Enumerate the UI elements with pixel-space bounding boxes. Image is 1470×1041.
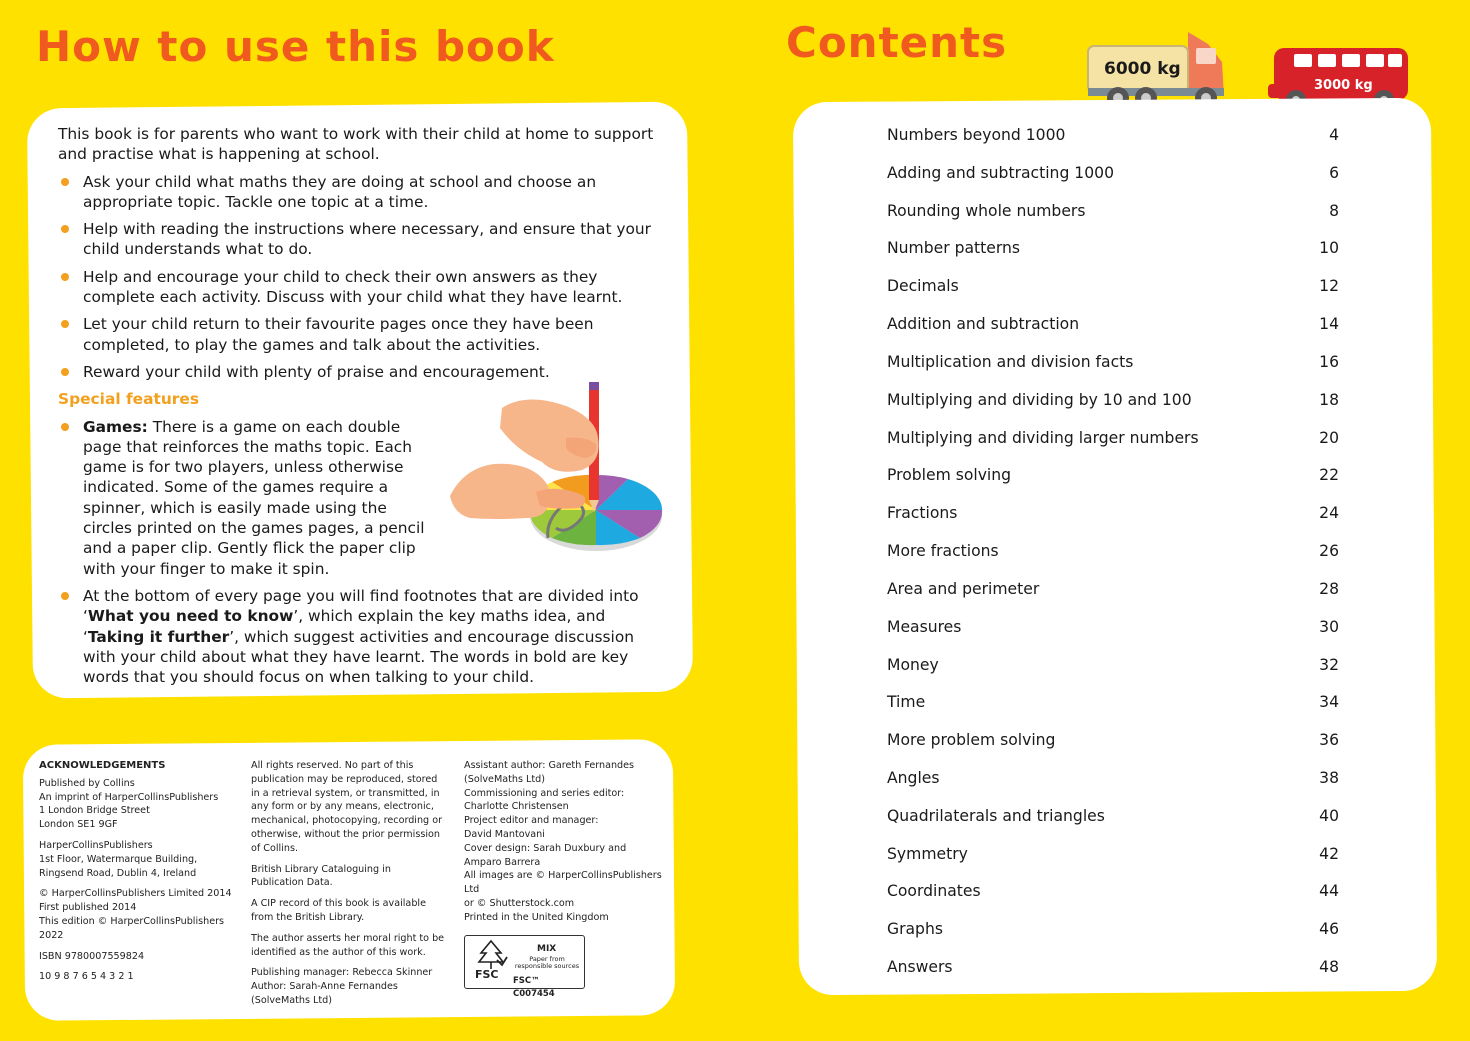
contents-title: Money (887, 655, 939, 674)
contents-row[interactable] (887, 192, 1339, 230)
contents-title: Graphs (887, 920, 943, 939)
contents-row[interactable] (887, 721, 1339, 759)
spinner-hands-illustration (446, 378, 668, 554)
contents-row[interactable] (887, 948, 1339, 986)
contents-row[interactable] (887, 456, 1339, 494)
contents-title: Decimals (887, 277, 959, 296)
contents-title: More problem solving (887, 731, 1056, 750)
list-item (58, 219, 658, 260)
contents-page-number: 4 (1329, 125, 1339, 144)
intro-paragraph: This book is for parents who want to work with their child at home to support and practise what is happening at school. (58, 125, 654, 164)
contents-page-number: 32 (1319, 655, 1339, 674)
contents-title: Numbers beyond 1000 (887, 125, 1066, 144)
contents-row[interactable] (887, 154, 1339, 192)
fsc-badge (464, 935, 585, 1000)
credits-block (464, 759, 669, 925)
special-features-heading: Special features (58, 390, 199, 409)
bus-label: 3000 kg (1314, 78, 1373, 93)
page-title-how-to-use: How to use this book (36, 22, 555, 71)
fsc-subtitle: Paper from responsible sources (514, 954, 580, 970)
contents-page-number: 44 (1319, 882, 1339, 901)
contents-title: Quadrilaterals and triangles (887, 806, 1105, 825)
contents-page-number: 30 (1319, 617, 1339, 636)
address-block (39, 839, 239, 880)
ack-line: HarperCollinsPublishers (39, 839, 153, 851)
contents-row[interactable] (887, 229, 1339, 267)
list-item (58, 314, 658, 355)
contents-row[interactable] (887, 646, 1339, 684)
contents-row[interactable] (887, 305, 1339, 343)
contents-title: Fractions (887, 504, 958, 523)
ack-line: Printed in the United Kingdom (464, 911, 609, 923)
contents-row[interactable] (887, 759, 1339, 797)
contents-page-number: 40 (1319, 806, 1339, 825)
contents-row[interactable] (887, 116, 1339, 154)
contents-title: Area and perimeter (887, 579, 1040, 598)
ack-line: This edition © HarperCollinsPublishers 2022 (39, 915, 225, 941)
contents-row[interactable] (887, 494, 1339, 532)
contents-row[interactable] (887, 419, 1339, 457)
footnote-text: ’, which explain the key maths idea, and ‘ (83, 607, 606, 646)
ack-line: Publishing manager: Rebecca Skinner (251, 967, 433, 979)
ack-line: (SolveMaths Ltd) (251, 994, 332, 1006)
list-item (58, 267, 658, 308)
tip-text: Help with reading the instructions where necessary, and ensure that your child understands what to do. (83, 220, 651, 259)
contents-page-number: 24 (1319, 504, 1339, 523)
fsc-logo-label: FSC (475, 967, 499, 981)
bullet-dot-icon (61, 225, 69, 233)
list-item (58, 172, 658, 213)
contents-page-number: 46 (1319, 920, 1339, 939)
contents-row[interactable] (887, 873, 1339, 911)
contents-title: Addition and subtraction (887, 315, 1080, 334)
tip-text: Let your child return to their favourite pages once they have been completed, to play the games and talk about the activities. (83, 315, 594, 354)
contents-row[interactable] (887, 381, 1339, 419)
ack-line: 1st Floor, Watermarque Building, (39, 853, 198, 865)
tip-text: Help and encourage your child to check their own answers as they complete each activity. Discuss with your child what they have learnt. (83, 267, 623, 307)
acknowledgements-column (251, 759, 446, 1015)
bullet-dot-icon (61, 423, 69, 431)
contents-page-number: 38 (1319, 768, 1339, 787)
footnote-text: ’, which suggest activities and encourage discussion with your child about what they have learnt. The words in bold are key words that you should focus on when talking to your child. (83, 627, 634, 687)
ack-line: 1 London Bridge Street (39, 805, 150, 817)
list-item (58, 417, 428, 579)
bullet-dot-icon (61, 273, 69, 281)
contents-title: Number patterns (887, 239, 1021, 258)
contents-row[interactable] (887, 608, 1339, 646)
contents-title: Coordinates (887, 882, 981, 901)
publisher-block (39, 777, 239, 832)
isbn: ISBN 9780007559824 (39, 950, 145, 962)
contents-title: Symmetry (887, 844, 968, 863)
ack-line: Cover design: Sarah Duxbury and (464, 842, 627, 854)
contents-row[interactable] (887, 910, 1339, 948)
contents-title: Angles (887, 768, 940, 787)
print-line: 10 9 8 7 6 5 4 3 2 1 (39, 971, 134, 983)
footnote-bold-what-you-need: What you need to know (87, 607, 294, 626)
acknowledgements-title: ACKNOWLEDGEMENTS (39, 760, 166, 771)
ack-line: An imprint of HarperCollinsPublishers (39, 791, 219, 803)
bullet-dot-icon (61, 592, 69, 600)
contents-page-number: 8 (1329, 201, 1339, 220)
games-label: Games: (83, 417, 148, 436)
contents-title: Problem solving (887, 466, 1012, 485)
contents-page-number: 14 (1319, 315, 1339, 334)
contents-page-number: 12 (1319, 277, 1339, 296)
contents-page-number: 10 (1319, 239, 1339, 258)
contents-title: Multiplying and dividing by 10 and 100 (887, 390, 1192, 409)
ack-line: © HarperCollinsPublishers Limited 2014 (39, 888, 232, 900)
truck-label: 6000 kg (1104, 59, 1181, 79)
ack-line: London SE1 9GF (39, 819, 118, 831)
ack-line: Assistant author: Gareth Fernandes (464, 760, 635, 771)
tip-text: Reward your child with plenty of praise and encouragement. (83, 362, 550, 381)
bullet-dot-icon (61, 320, 69, 328)
contents-page-number: 34 (1319, 693, 1339, 712)
contents-page-number: 48 (1319, 958, 1339, 977)
ack-line: Charlotte Christensen (464, 801, 569, 813)
ack-line: First published 2014 (39, 902, 137, 914)
contents-title: Adding and subtracting 1000 (887, 163, 1114, 182)
contents-page-number: 36 (1319, 731, 1339, 750)
contents-page-number: 6 (1329, 163, 1339, 182)
tip-text: Ask your child what maths they are doing at school and choose an appropriate topic. Tackle one topic at a time. (83, 172, 597, 211)
ack-line: (SolveMaths Ltd) (464, 773, 545, 785)
copyright-block (39, 887, 239, 942)
contents-page-number: 20 (1319, 428, 1339, 447)
contents-row[interactable] (887, 570, 1339, 608)
contents-title: Answers (887, 958, 953, 977)
ack-line: Ringsend Road, Dublin 4, Ireland (39, 867, 197, 879)
contents-title: Multiplying and dividing larger numbers (887, 428, 1199, 447)
fsc-tree-icon (471, 938, 511, 972)
fsc-mix-label: MIX (537, 943, 557, 954)
ack-line: Author: Sarah-Anne Fernandes (251, 981, 398, 993)
contents-title: Rounding whole numbers (887, 201, 1086, 220)
ack-line: All images are © HarperCollinsPublishers Ltd (464, 870, 662, 896)
page-title-contents: Contents (786, 18, 1008, 67)
contents-page-number: 22 (1319, 466, 1339, 485)
acknowledgements-column (464, 759, 669, 1000)
contents-list (887, 116, 1339, 986)
bullet-dot-icon (61, 368, 69, 376)
ack-line: David Mantovani (464, 828, 545, 840)
hand-icon (450, 399, 599, 519)
footnote-text: At the bottom of every page you will find footnotes that are divided into ‘ (83, 586, 639, 626)
cataloguing-text: British Library Cataloguing in Publication Data. (251, 863, 391, 889)
list-item (58, 586, 658, 687)
contents-row[interactable] (887, 797, 1339, 835)
contents-page-number: 26 (1319, 542, 1339, 561)
ack-line: Commissioning and series editor: (464, 787, 625, 799)
rights-text: All rights reserved. No part of this publication may be reproduced, stored in a retrieval system, or transmitted, in any form or by any means, electronic, mechanical, photocopying, recording or otherwise, without the prior permission of Collins. (251, 760, 443, 854)
ack-line: or © Shutterstock.com (464, 897, 575, 909)
contents-row[interactable] (887, 683, 1339, 721)
bullet-dot-icon (61, 178, 69, 186)
contents-page-number: 18 (1319, 390, 1339, 409)
footnote-bold-taking-it-further: Taking it further (87, 627, 230, 646)
cip-text: A CIP record of this book is available from the British Library. (251, 898, 426, 923)
contents-title: Measures (887, 617, 962, 636)
ack-line: Amparo Barrera (464, 856, 541, 868)
contents-row[interactable] (887, 267, 1339, 305)
ack-line: Project editor and manager: (464, 815, 599, 827)
contents-title: Multiplication and division facts (887, 352, 1134, 371)
contents-title: Time (887, 693, 926, 712)
contents-page-number: 42 (1319, 844, 1339, 863)
contents-page-number: 28 (1319, 579, 1339, 598)
ack-line: Published by Collins (39, 777, 135, 789)
tips-list (58, 172, 658, 383)
contents-row[interactable] (887, 835, 1339, 873)
moral-right-text: The author asserts her moral right to be identified as the author of this work. (251, 932, 445, 958)
contents-page-number: 16 (1319, 352, 1339, 371)
credits-block (251, 966, 446, 1007)
games-text: There is a game on each double page that reinforces the maths topic. Each game is for two players, unless otherwise indicated. Some of the games require a spinner, which is easily made using the circles printed on the games pages, a pencil and a paper clip. Gently flick the paper clip with your finger to make it spin. (83, 417, 425, 578)
contents-row[interactable] (887, 343, 1339, 381)
acknowledgements-column (39, 759, 239, 991)
contents-title: More fractions (887, 542, 999, 561)
fsc-code: FSC™ C007454 (513, 975, 555, 1000)
contents-row[interactable] (887, 532, 1339, 570)
